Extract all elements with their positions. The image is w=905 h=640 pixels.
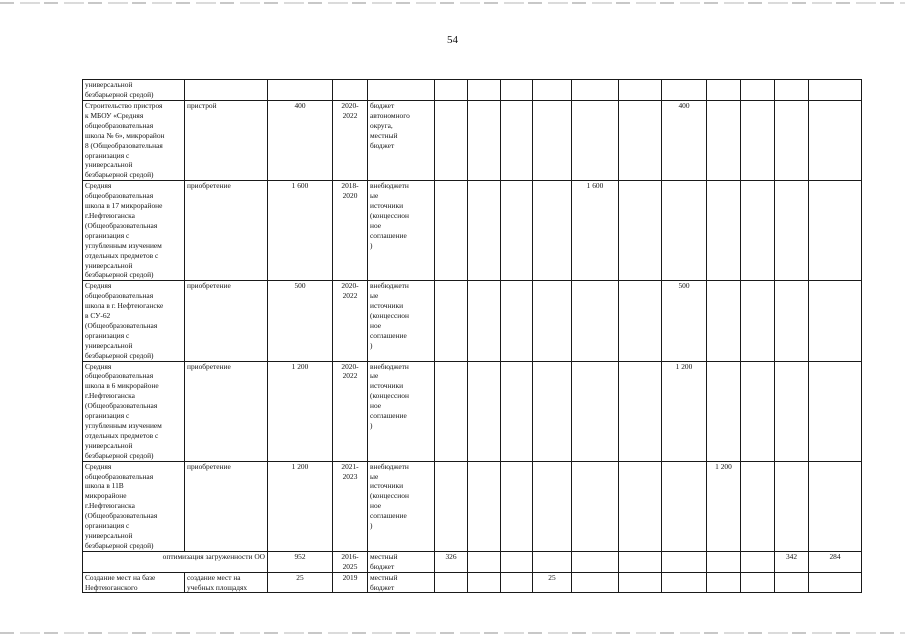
year-value-cell: 1 600 [572, 181, 619, 281]
table-row [83, 80, 862, 101]
period-cell: 2019 [333, 572, 368, 593]
table-row [83, 461, 862, 551]
year-value-cell: 1 200 [707, 461, 741, 551]
period-cell [333, 80, 368, 101]
year-value-cell [501, 361, 533, 461]
period-cell: 2020- 2022 [333, 281, 368, 361]
year-value-cell [775, 80, 809, 101]
year-value-cell [741, 101, 775, 181]
year-value-cell [501, 181, 533, 281]
funding-source-cell: бюджет автономного округа, местный бюджет [368, 101, 435, 181]
year-value-cell [501, 572, 533, 593]
object-name-cell: Средняя общеобразовательная школа в г. Нефтеюганске в СУ-62 (Общеобразовательная организация с универсальной безбарьерной средой) [83, 281, 185, 361]
year-value-cell [468, 361, 501, 461]
period-cell: 2016- 2025 [333, 551, 368, 572]
year-value-cell: 500 [662, 281, 707, 361]
year-value-cell [572, 80, 619, 101]
year-value-cell [435, 572, 468, 593]
year-value-cell [741, 551, 775, 572]
year-value-cell [619, 181, 662, 281]
object-kind-cell: приобретение [185, 181, 268, 281]
year-value-cell [662, 551, 707, 572]
year-value-cell [619, 101, 662, 181]
object-name-cell: Создание мест на базе Нефтеюганского [83, 572, 185, 593]
year-value-cell [572, 361, 619, 461]
year-value-cell [775, 181, 809, 281]
funding-source-cell: внебюджетн ые источники (концессион ное соглашение ) [368, 461, 435, 551]
year-value-cell [707, 80, 741, 101]
year-value-cell [533, 281, 572, 361]
capacity-cell [268, 80, 333, 101]
year-value-cell [809, 101, 862, 181]
year-value-cell [775, 461, 809, 551]
capacity-cell: 400 [268, 101, 333, 181]
year-value-cell [501, 101, 533, 181]
year-value-cell [501, 281, 533, 361]
year-value-cell [572, 281, 619, 361]
table-row [83, 281, 862, 361]
year-value-cell [468, 101, 501, 181]
object-name-cell: Строительство пристроя к МБОУ «Средняя общеобразовательная школа № 6», микрорайон 8 (Общеобразовательная организация с универсальной безбарьерной средой) [83, 101, 185, 181]
funding-source-cell: местный бюджет [368, 572, 435, 593]
year-value-cell [741, 461, 775, 551]
year-value-cell [501, 461, 533, 551]
year-value-cell [707, 281, 741, 361]
year-value-cell [809, 281, 862, 361]
year-value-cell [741, 361, 775, 461]
year-value-cell [741, 281, 775, 361]
year-value-cell: 284 [809, 551, 862, 572]
year-value-cell: 25 [533, 572, 572, 593]
period-cell: 2021- 2023 [333, 461, 368, 551]
year-value-cell [435, 101, 468, 181]
year-value-cell [775, 572, 809, 593]
period-cell: 2018- 2020 [333, 181, 368, 281]
year-value-cell [533, 80, 572, 101]
table-row [83, 551, 862, 572]
funding-source-cell: внебюджетн ые источники (концессион ное соглашение ) [368, 361, 435, 461]
year-value-cell: 326 [435, 551, 468, 572]
object-kind-cell: приобретение [185, 281, 268, 361]
funding-source-cell: внебюджетн ые источники (концессион ное соглашение ) [368, 281, 435, 361]
object-kind-cell: создание мест на учебных площадях [185, 572, 268, 593]
year-value-cell: 342 [775, 551, 809, 572]
year-value-cell [809, 572, 862, 593]
scan-edge-bottom [0, 632, 905, 634]
year-value-cell [619, 281, 662, 361]
year-value-cell [662, 572, 707, 593]
object-kind-cell [185, 80, 268, 101]
period-cell: 2020- 2022 [333, 361, 368, 461]
object-kind-cell: пристрой [185, 101, 268, 181]
year-value-cell [619, 572, 662, 593]
year-value-cell [572, 572, 619, 593]
year-value-cell [662, 181, 707, 281]
year-value-cell [619, 361, 662, 461]
year-value-cell [468, 461, 501, 551]
year-value-cell [435, 181, 468, 281]
year-value-cell [435, 461, 468, 551]
table-row [83, 572, 862, 593]
scan-edge-top [0, 2, 905, 4]
row-merged-label: оптимизация загруженности ОО [83, 551, 268, 572]
year-value-cell: 1 200 [662, 361, 707, 461]
year-value-cell [572, 461, 619, 551]
capacity-cell: 25 [268, 572, 333, 593]
year-value-cell [468, 551, 501, 572]
funding-source-cell: местный бюджет [368, 551, 435, 572]
year-value-cell: 400 [662, 101, 707, 181]
year-value-cell [572, 101, 619, 181]
year-value-cell [533, 181, 572, 281]
year-value-cell [707, 551, 741, 572]
year-value-cell [435, 80, 468, 101]
year-value-cell [619, 80, 662, 101]
year-value-cell [435, 361, 468, 461]
object-kind-cell: приобретение [185, 461, 268, 551]
year-value-cell [662, 80, 707, 101]
year-value-cell [435, 281, 468, 361]
year-value-cell [707, 361, 741, 461]
year-value-cell [809, 361, 862, 461]
object-name-cell: Средняя общеобразовательная школа в 17 микрорайоне г.Нефтеюганска (Общеобразовательная организация с углубленным изучением отдельных предметов с универсальной безбарьерной средой) [83, 181, 185, 281]
object-name-cell: универсальной безбарьерной средой) [83, 80, 185, 101]
funding-source-cell [368, 80, 435, 101]
year-value-cell [775, 101, 809, 181]
year-value-cell [775, 361, 809, 461]
year-value-cell [809, 181, 862, 281]
year-value-cell [572, 551, 619, 572]
year-value-cell [741, 572, 775, 593]
page-number: 54 [447, 34, 458, 46]
object-name-cell: Средняя общеобразовательная школа в 11В микрорайоне г.Нефтеюганска (Общеобразовательная организация с универсальной безбарьерной средой) [83, 461, 185, 551]
year-value-cell [662, 461, 707, 551]
year-value-cell [468, 181, 501, 281]
year-value-cell [707, 572, 741, 593]
year-value-cell [533, 461, 572, 551]
year-value-cell [619, 461, 662, 551]
year-value-cell [501, 551, 533, 572]
capacity-cell: 1 200 [268, 461, 333, 551]
year-value-cell [741, 80, 775, 101]
year-value-cell [619, 551, 662, 572]
capacity-cell: 1 200 [268, 361, 333, 461]
year-value-cell [533, 101, 572, 181]
capacity-cell: 500 [268, 281, 333, 361]
year-value-cell [707, 181, 741, 281]
year-value-cell [809, 461, 862, 551]
period-cell: 2020- 2022 [333, 101, 368, 181]
year-value-cell [775, 281, 809, 361]
year-value-cell [707, 101, 741, 181]
year-value-cell [741, 181, 775, 281]
table-row [83, 181, 862, 281]
object-name-cell: Средняя общеобразовательная школа в 6 микрорайоне г.Нефтеюганска (Общеобразовательная организация с углубленным изучением отдельных предметов с универсальной безбарьерной средой) [83, 361, 185, 461]
table-row [83, 361, 862, 461]
year-value-cell [809, 80, 862, 101]
funding-source-cell: внебюджетн ые источники (концессион ное соглашение ) [368, 181, 435, 281]
capacity-cell: 1 600 [268, 181, 333, 281]
object-kind-cell: приобретение [185, 361, 268, 461]
year-value-cell [468, 281, 501, 361]
year-value-cell [501, 80, 533, 101]
year-value-cell [468, 572, 501, 593]
investment-table [82, 79, 862, 593]
capacity-cell: 952 [268, 551, 333, 572]
year-value-cell [533, 551, 572, 572]
table-row [83, 101, 862, 181]
year-value-cell [468, 80, 501, 101]
year-value-cell [533, 361, 572, 461]
